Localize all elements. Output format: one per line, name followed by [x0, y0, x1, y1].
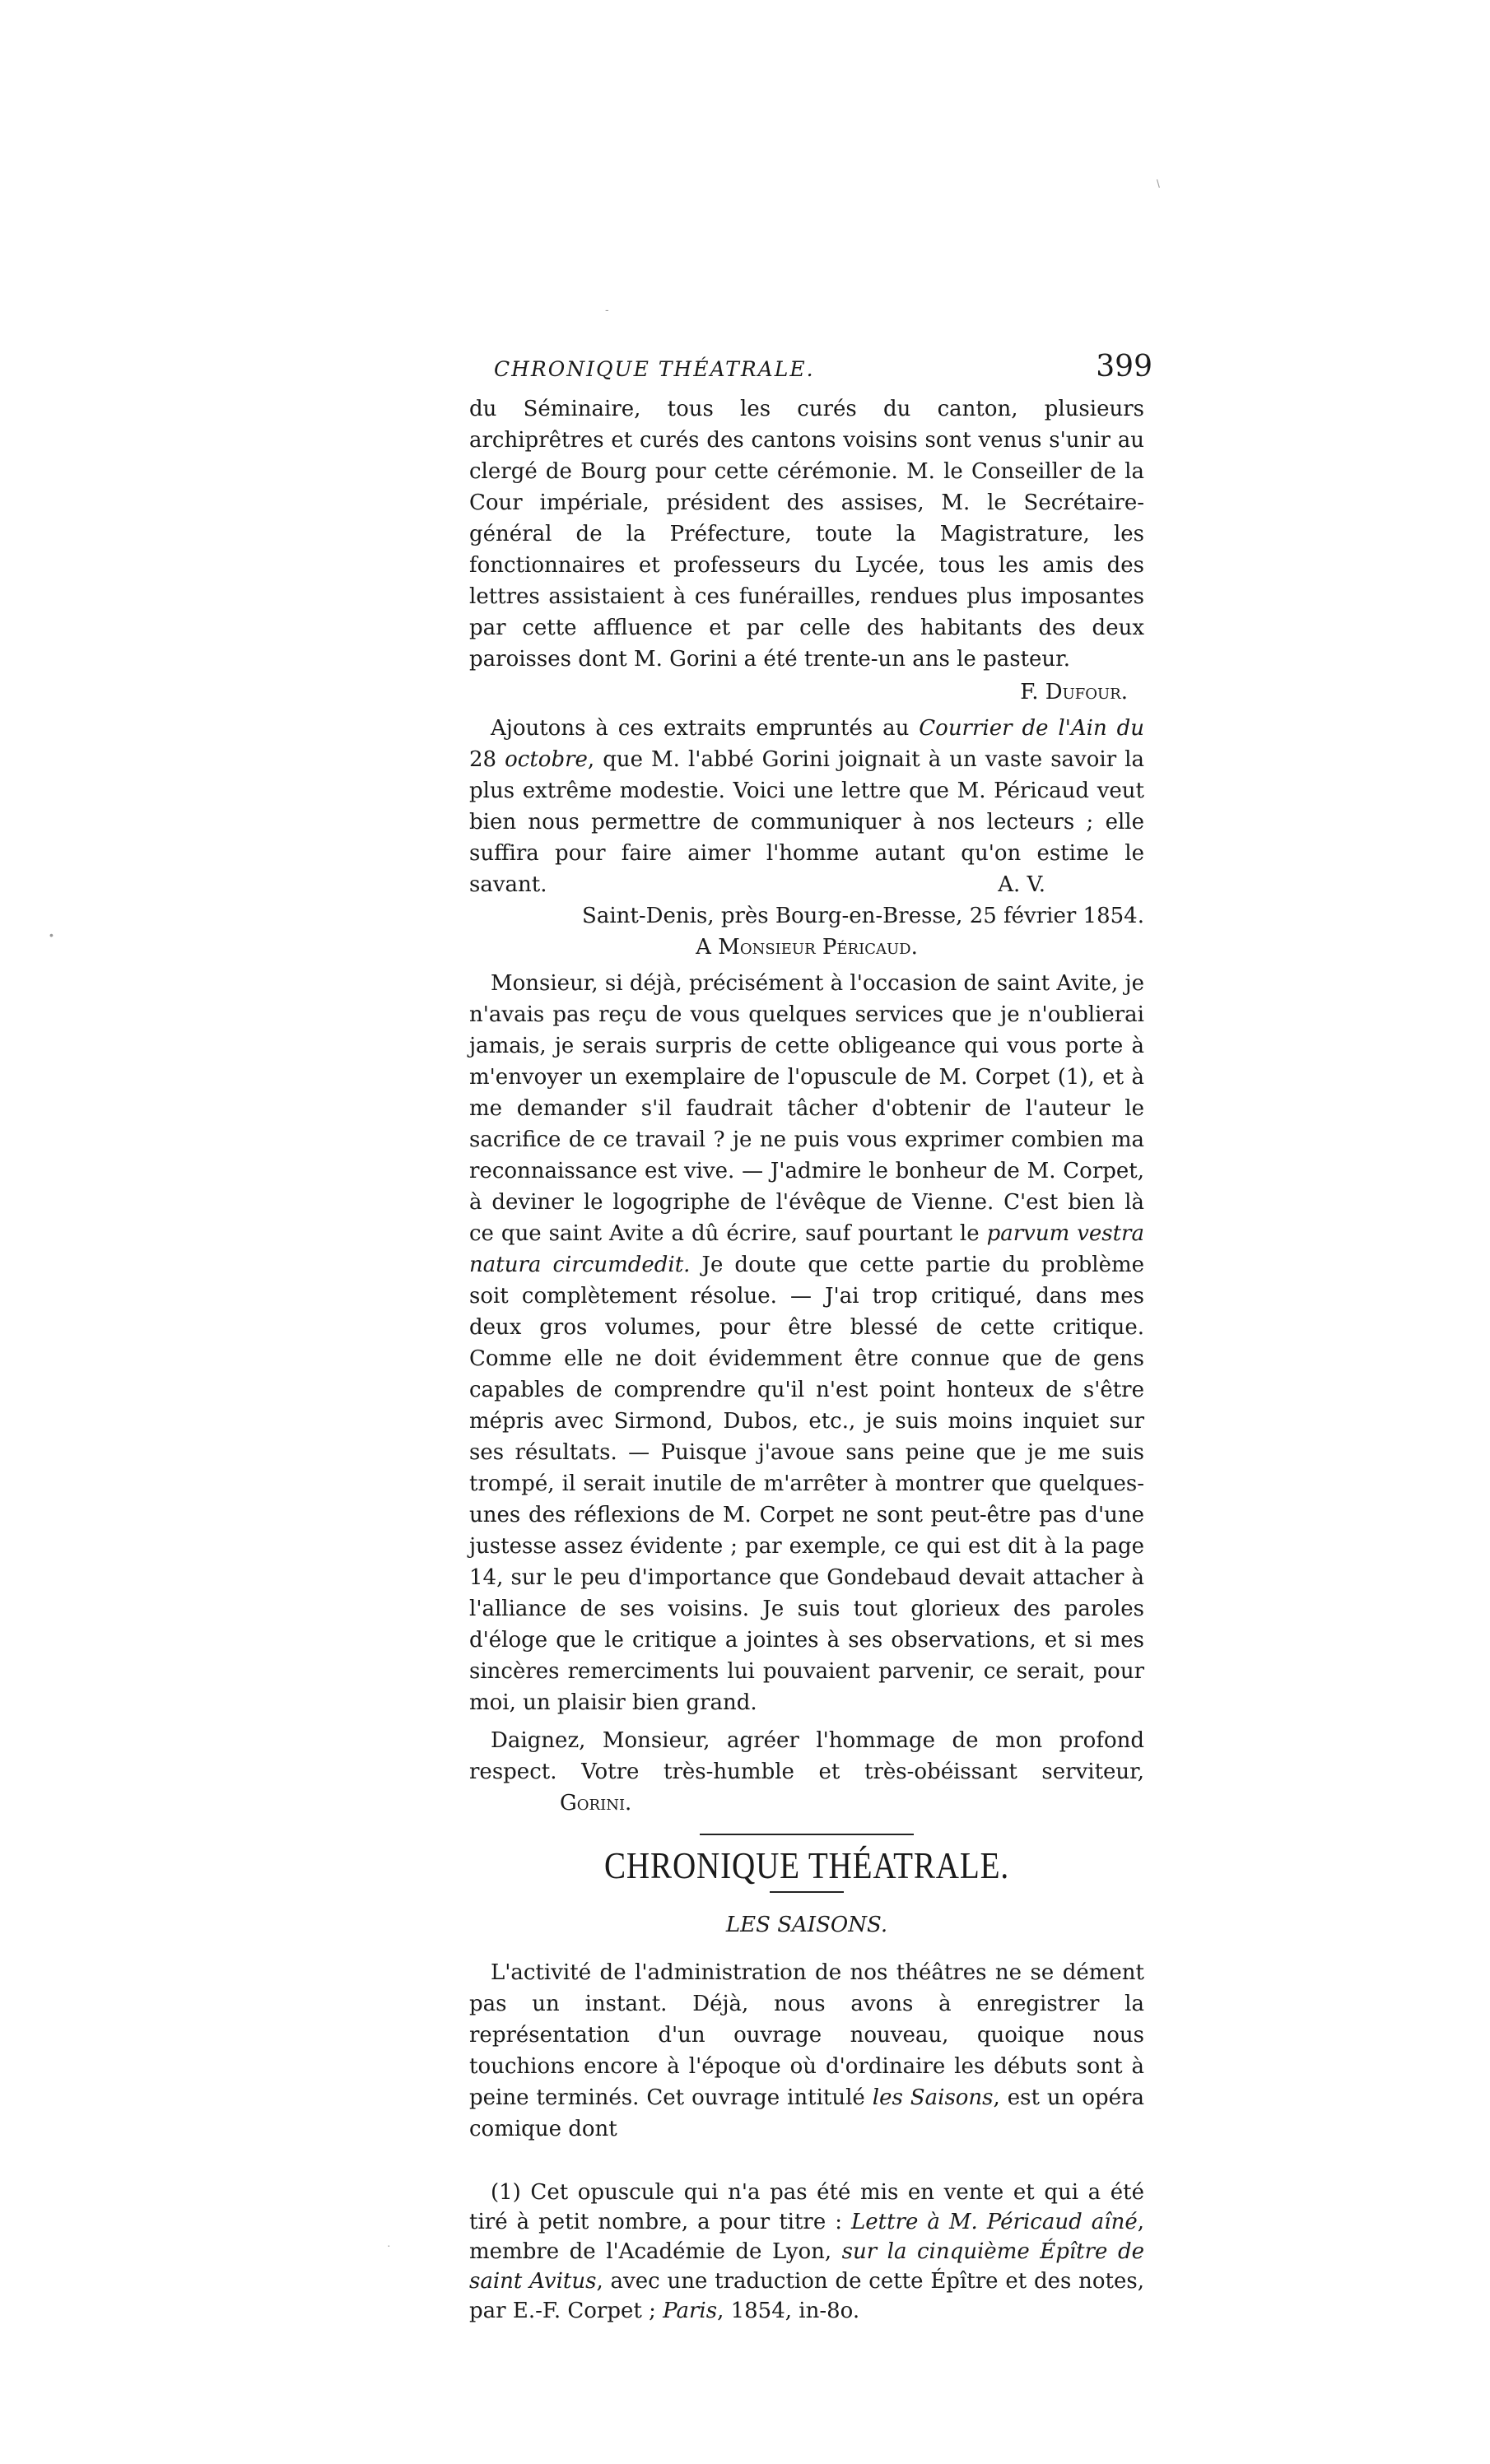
section-title: CHRONIQUE THÉATRALE.	[604, 1844, 1009, 1886]
obituary-paragraph: du Séminaire, tous les curés du canton, plusieurs archiprêtres et curés des cantons voisins sont venus s'unir au clergé de Bourg pour cette cérémonie. M. le Conseiller de la Cour impériale, président des assises, M. le Secrétaire-général de la Préfecture, toute la Magistrature, les fonctionnaires et professeurs du Lycée, tous les amis des lettres assistaient à ces funérailles, rendues plus imposantes par cette affluence et par celle des habitants des deux paroisses dont M. Gorini a été trente-un ans le pasteur.	[469, 397, 1144, 672]
scan-mark: •	[49, 928, 54, 941]
page-body	[469, 393, 1144, 2326]
obituary-signature: F. Dufour.	[1020, 680, 1128, 704]
source-title: Courrier de l'Ain du	[919, 716, 1145, 741]
title-rule	[770, 1891, 844, 1893]
scan-mark: ·	[387, 2239, 391, 2252]
page-number: 399	[1096, 350, 1152, 384]
section-rule	[700, 1834, 914, 1835]
running-header	[494, 350, 1152, 384]
section-paragraph: L'activité de l'administration de nos théâtres ne se dément pas un instant. Déjà, nous avons à enregistrer la représentation d'un ouvrage nouveau, quoique nous touchions encore à l'époque où d'ordinaire les débuts sont à peine terminés. Cet ouvrage intitulé les Saisons, est un opéra comique dont	[469, 1960, 1144, 2141]
intro-paragraph: Ajoutons à ces extraits empruntés au Courrier de l'Ain du 28 octobre, que M. l'abbé Gorini joignait à un vaste savoir la plus extrême modestie. Voici une lettre que M. Péricaud veut bien nous permettre de communiquer à nos lecteurs ; elle suffira pour faire aimer l'homme autant qu'on estime le savant.	[469, 716, 1145, 897]
running-title: CHRONIQUE THÉATRALE.	[494, 357, 815, 381]
letter-closing: Daignez, Monsieur, agréer l'hommage de mon profond respect. Votre très-humble et très-obéissant serviteur, Gorini.	[469, 1728, 1144, 1815]
letter-place-date: Saint-Denis, près Bourg-en-Bresse, 25 février 1854.	[582, 904, 1144, 928]
latin-quote: parvum vestra natura circumdedit.	[469, 1221, 1144, 1277]
intro-initials: A. V.	[998, 872, 1045, 897]
letter-body: Monsieur, si déjà, précisément à l'occasion de saint Avite, je n'avais pas reçu de vous quelques services que je n'oublierai jamais, je serais surpris de cette obligeance qui vous porte à m'envoyer un exemplaire de l'opuscule de M. Corpet (1), et à me demander s'il faudrait tâcher d'obtenir de l'auteur le sacrifice de ce travail ? je ne puis vous exprimer combien ma reconnaissance est vive. — J'admire le bonheur de M. Corpet, à deviner le logogriphe de l'évêque de Vienne. C'est bien là ce que saint Avite a dû écrire, sauf pourtant le parvum vestra natura circumdedit. Je doute que cette partie du problème soit complètement résolue. — J'ai trop critiqué, dans mes deux gros volumes, pour être blessé de cette critique. Comme elle ne doit évidemment être connue que de gens capables de comprendre qu'il n'est point honteux de s'être mépris avec Sirmond, Dubos, etc., je suis moins inquiet sur ses résultats. — Puisque j'avoue sans peine que je me suis trompé, il serait inutile de m'arrêter à montrer que quelques-unes des réflexions de M. Corpet ne sont peut-être pas d'une justesse assez évidente ; par exemple, ce qui est dit à la page 14, sur le peu d'importance que Gondebaud devait attacher à l'alliance de ses voisins. Je suis tout glorieux des paroles d'éloge que le critique a jointes à ses observations, et si mes sincères remerciments lui pouvaient parvenir, ce serait, pour moi, un plaisir bien grand.	[469, 971, 1144, 1715]
section-subtitle: LES SAISONS.	[725, 1913, 888, 1937]
scan-mark: -	[605, 303, 609, 316]
work-title: les Saisons	[872, 2085, 994, 2110]
footnote: (1) Cet opuscule qui n'a pas été mis en vente et qui a été tiré à petit nombre, a pour titre : Lettre à M. Péricaud aîné, membre de l'Académie de Lyon, sur la cinquième Épître de saint Avitus, avec une traduction de cette Épître et des notes, par E.-F. Corpet ; Paris, 1854, in-8o.	[469, 2180, 1144, 2323]
letter-addressee: A Monsieur Péricaud.	[696, 935, 918, 960]
letter-signature: Gorini.	[560, 1791, 632, 1815]
scan-mark: \	[1157, 177, 1160, 190]
